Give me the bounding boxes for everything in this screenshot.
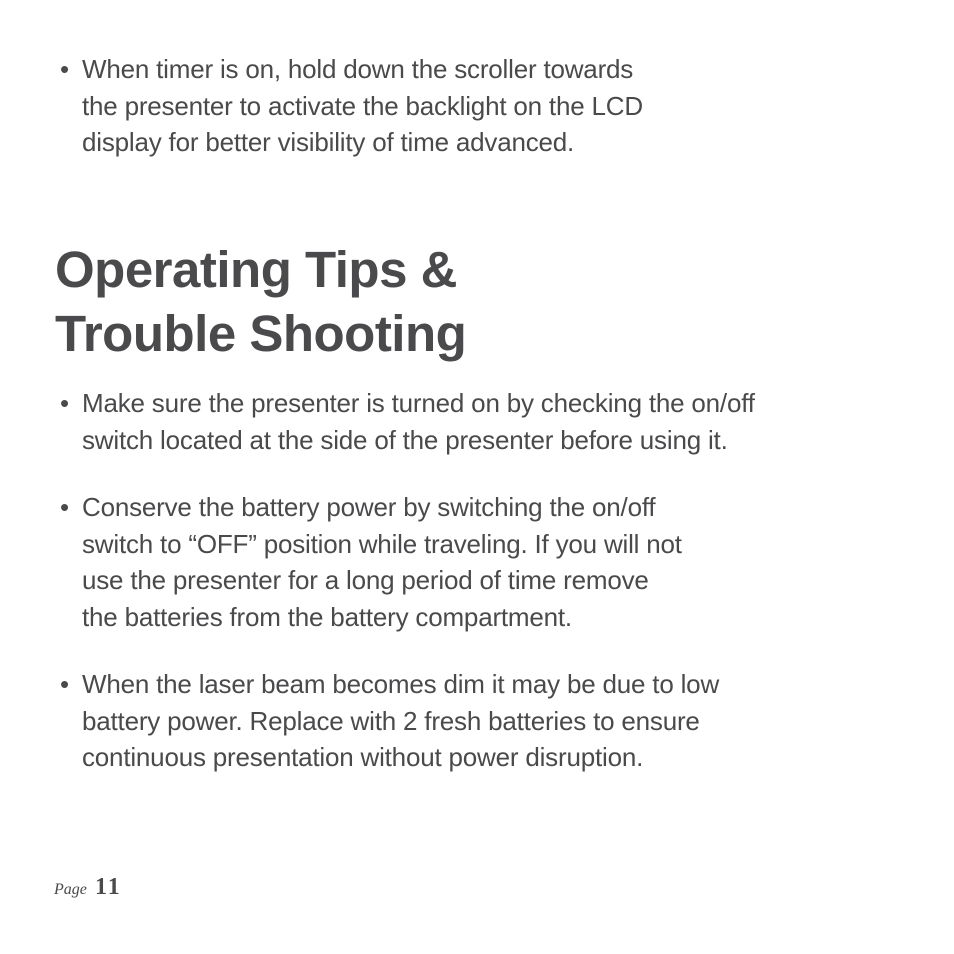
bullet-marker: • xyxy=(60,388,69,418)
bullet-line: display for better visibility of time advanced. xyxy=(82,127,575,157)
page-number: 11 xyxy=(95,874,122,900)
bullet-line: the batteries from the battery compartment. xyxy=(82,601,572,632)
bullet-line: • When timer is on, hold down the scroller towards xyxy=(60,51,860,88)
bullet-line: battery power. Replace with 2 fresh batteries to ensure xyxy=(82,705,700,736)
heading-line: Trouble Shooting xyxy=(55,305,467,362)
bullet-line: switch located at the side of the presenter before using it. xyxy=(82,424,728,455)
tip-dim-laser-bullet xyxy=(60,666,860,776)
page-label: Page xyxy=(54,881,87,898)
bullet-marker: • xyxy=(60,669,69,699)
page-footer xyxy=(54,874,122,901)
bullet-line: the presenter to activate the backlight on the LCD xyxy=(82,90,643,121)
bullet-line: switch to “OFF” position while traveling. If you will not xyxy=(82,528,682,559)
tip-power-switch-bullet xyxy=(60,385,860,458)
timer-backlight-bullet xyxy=(60,51,860,161)
bullet-line: continuous presentation without power disruption. xyxy=(82,742,644,772)
tip-conserve-battery-bullet xyxy=(60,489,860,635)
bullet-marker: • xyxy=(60,54,69,84)
section-heading xyxy=(55,238,466,366)
bullet-line: • Conserve the battery power by switching the on/off xyxy=(60,489,860,526)
bullet-line: • When the laser beam becomes dim it may be due to low xyxy=(60,666,860,703)
heading-line: Operating Tips & xyxy=(55,241,457,298)
bullet-marker: • xyxy=(60,492,69,522)
bullet-line: use the presenter for a long period of time remove xyxy=(82,565,649,595)
bullet-line: • Make sure the presenter is turned on by checking the on/off xyxy=(60,385,860,422)
